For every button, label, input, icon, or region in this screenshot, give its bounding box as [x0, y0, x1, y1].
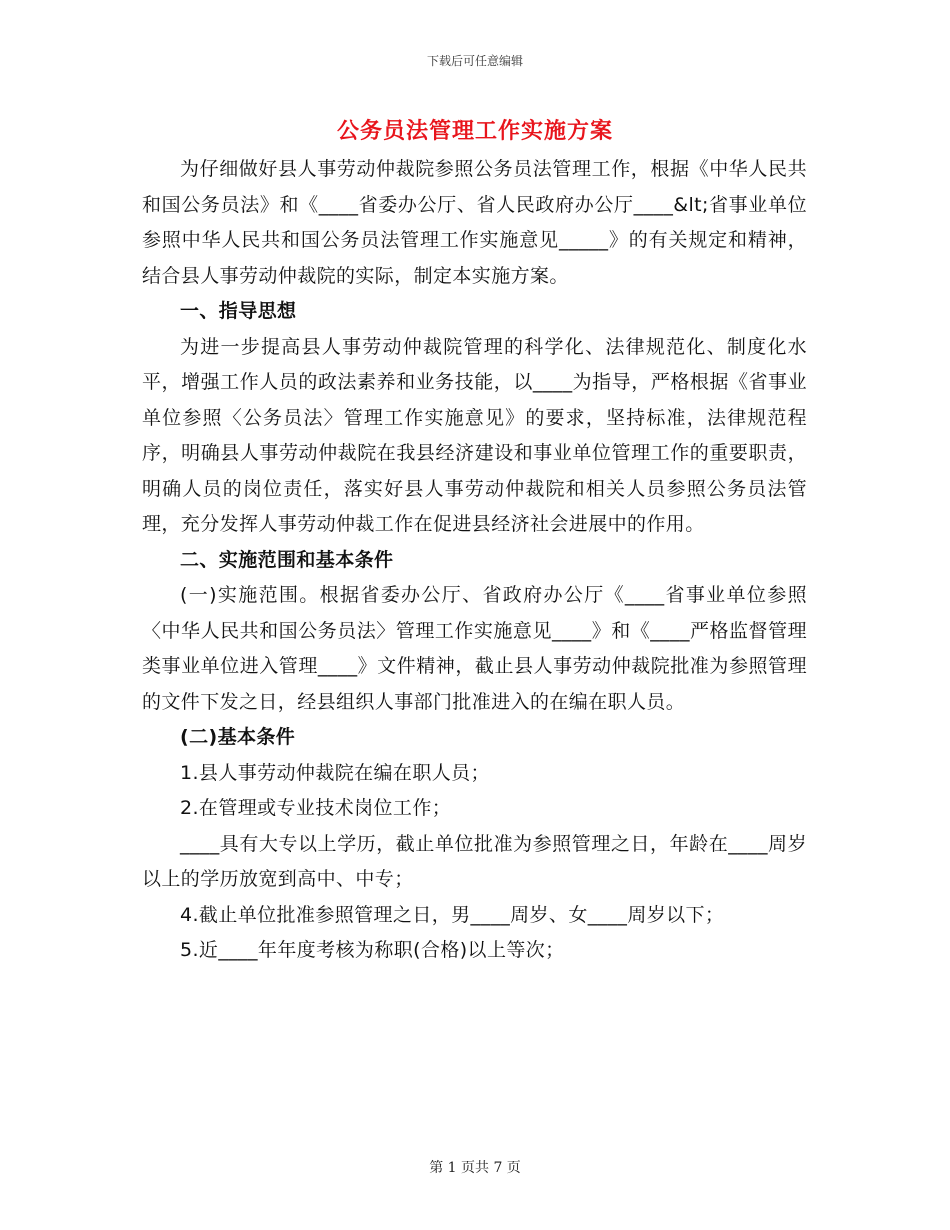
subheading-basic-conditions: (二)基本条件	[180, 726, 296, 748]
intro-paragraph: 为仔细做好县人事劳动仲裁院参照公务员法管理工作，根据《中华人民共和国公务员法》和《____省委办公厅、省人民政府办公厅____&lt;省事业单位参照中华人民共和国公务员法管理工作实施意见_____》的有关规定和精神，结合县人事劳动仲裁院的实际，制定本实施方案。	[142, 158, 807, 287]
condition-item-5: 5.近____年年度考核为称职(合格)以上等次；	[180, 939, 565, 961]
condition-item-2: 2.在管理或专业技术岗位工作；	[180, 797, 452, 819]
header-note: 下载后可任意编辑	[426, 54, 523, 68]
document-body	[142, 152, 807, 969]
condition-item-4: 4.截止单位批准参照管理之日，男____周岁、女____周岁以下；	[180, 903, 725, 926]
guiding-ideology-paragraph: 为进一步提高县人事劳动仲裁院管理的科学化、法律规范化、制度化水平，增强工作人员的政法素养和业务技能，以____为指导，严格根据《省事业单位参照〈公务员法〉管理工作实施意见》的要求，坚持标准，法律规范程序，明确县人事劳动仲裁院在我县经济建设和事业单位管理工作的重要职责，明确人员的岗位责任，落实好县人事劳动仲裁院和相关人员参照公务员法管理，充分发挥人事劳动仲裁工作在促进县经济社会进展中的作用。	[142, 335, 807, 535]
condition-item-3: ____具有大专以上学历，截止单位批准为参照管理之日，年龄在____周岁以上的学历放宽到高中、中专；	[142, 832, 807, 890]
scope-paragraph: (一)实施范围。根据省委办公厅、省政府办公厅《____省事业单位参照〈中华人民共和国公务员法〉管理工作实施意见____》和《____严格监督管理类事业单位进入管理____》文件精神，截止县人事劳动仲裁院批准为参照管理的文件下发之日，经县组织人事部门批准进入的在编在职人员。	[142, 584, 807, 713]
condition-item-1: 1.县人事劳动仲裁院在编在职人员；	[180, 761, 490, 784]
section-heading-scope-conditions: 二、实施范围和基本条件	[180, 548, 394, 571]
document-title: 公务员法管理工作实施方案	[336, 119, 613, 144]
page-footer: 第 1 页共 7 页	[429, 1160, 521, 1176]
section-heading-guiding-ideology: 一、指导思想	[180, 300, 297, 322]
